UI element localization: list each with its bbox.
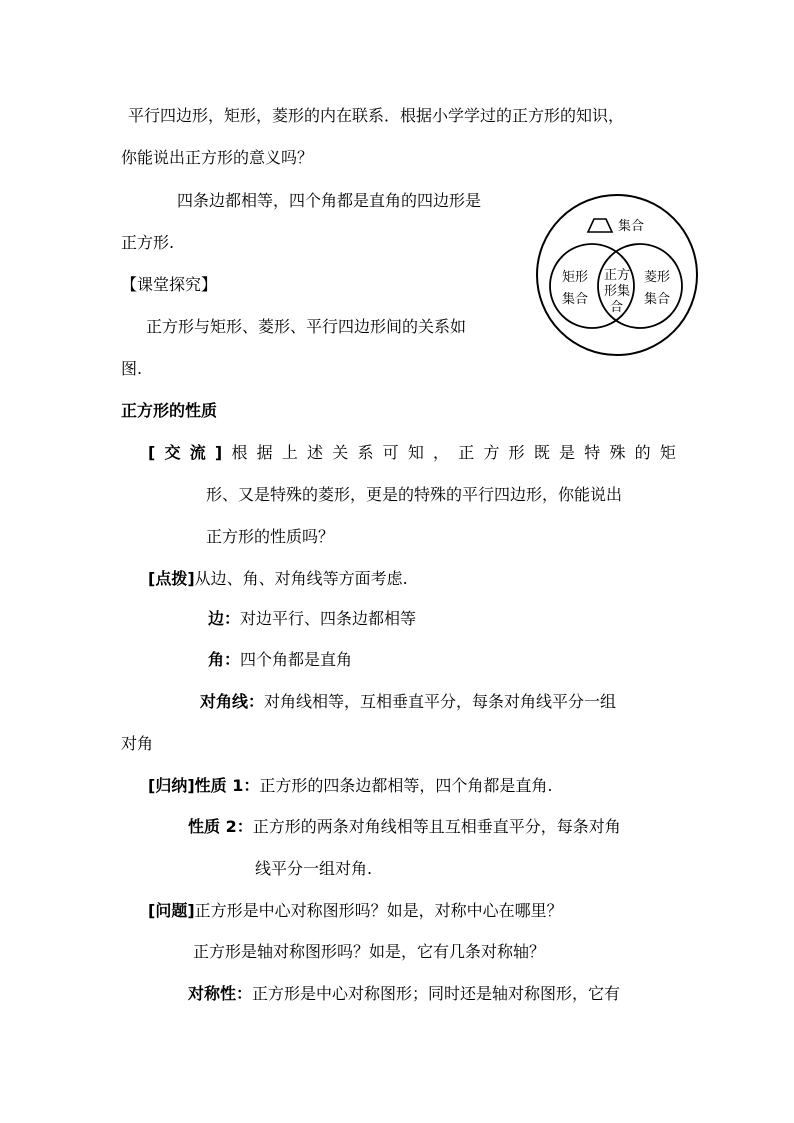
venn-diagram <box>532 190 702 360</box>
left-set-label-2: 集合 <box>562 292 589 307</box>
question-text-1: 正方形是中心对称图形吗？如是，对称中心在哪里？ <box>194 901 563 920</box>
exchange-text-1: 根据上述关系可知，正方形既是特殊的矩 <box>231 443 686 462</box>
angle-label: 角： <box>208 650 241 669</box>
symmetry-line <box>188 984 620 1004</box>
question-line-1 <box>148 901 563 921</box>
definition-line-2: 正方形. <box>121 233 175 252</box>
exchange-line-2: 形、又是特殊的菱形，更是的特殊的平行四边形，你能说出 <box>206 485 623 504</box>
diagonal-line <box>200 692 616 712</box>
hint-line <box>148 569 408 589</box>
intro-line-2: 你能说出正方形的意义吗？ <box>121 148 314 167</box>
side-label: 边： <box>208 609 241 628</box>
summary-line-1 <box>148 776 552 796</box>
question-line-2: 正方形是轴对称图形吗？如是，它有几条对称轴？ <box>193 942 546 961</box>
side-line <box>208 609 416 629</box>
center-set-label-2: 形集 <box>604 284 631 299</box>
side-text: 对边平行、四条边都相等 <box>240 609 417 628</box>
symmetry-label: 对称性： <box>188 984 253 1003</box>
symmetry-text: 正方形是中心对称图形；同时还是轴对称图形，它有 <box>252 984 621 1003</box>
exchange-line-3: 正方形的性质吗？ <box>206 527 335 546</box>
explore-line-2: 图. <box>121 359 143 378</box>
explore-line-1: 正方形与矩形、菱形、平行四边形间的关系如 <box>146 317 467 336</box>
explore-heading: 【课堂探究】 <box>121 275 218 294</box>
center-set-label-1: 正方 <box>604 268 631 283</box>
parallelogram-icon <box>588 219 612 232</box>
summary-tag-2: 性质 <box>188 817 221 836</box>
diagonal-cont: 对角 <box>121 734 154 753</box>
summary-text-2: 正方形的两条对角线相等且互相垂直平分，每条对角 <box>252 817 621 836</box>
exchange-tag: [交流] <box>148 443 232 462</box>
hint-tag: [点拨] <box>148 569 195 588</box>
summary-line-2 <box>188 817 621 837</box>
summary-num-1: 1： <box>226 776 260 795</box>
left-set-label-1: 矩形 <box>562 270 589 285</box>
center-set-label-3: 合 <box>610 300 624 315</box>
diagonal-text: 对角线相等，互相垂直平分，每条对角线平分一组 <box>264 692 617 711</box>
angle-text: 四个角都是直角 <box>240 650 353 669</box>
right-set-label-2: 集合 <box>644 292 671 307</box>
angle-line <box>208 650 352 670</box>
definition-line-1: 四条边都相等，四个角都是直角的四边形是 <box>177 191 482 210</box>
right-set-label-1: 菱形 <box>644 270 671 285</box>
hint-text: 从边、角、对角线等方面考虑. <box>194 569 408 588</box>
question-tag: [问题] <box>148 901 195 920</box>
summary-tag: [归纳]性质 <box>148 776 227 795</box>
exchange-line-1 <box>148 443 685 463</box>
outer-set-label: 集合 <box>618 219 645 234</box>
properties-heading: 正方形的性质 <box>121 401 218 420</box>
intro-line-1: 平行四边形，矩形，菱形的内在联系．根据小学学过的正方形的知识， <box>128 106 625 125</box>
summary-text-1: 正方形的四条边都相等，四个角都是直角. <box>259 776 553 795</box>
diagonal-label: 对角线： <box>200 692 265 711</box>
summary-num-2: 2： <box>220 817 253 836</box>
summary-line-3: 线平分一组对角. <box>255 859 373 878</box>
